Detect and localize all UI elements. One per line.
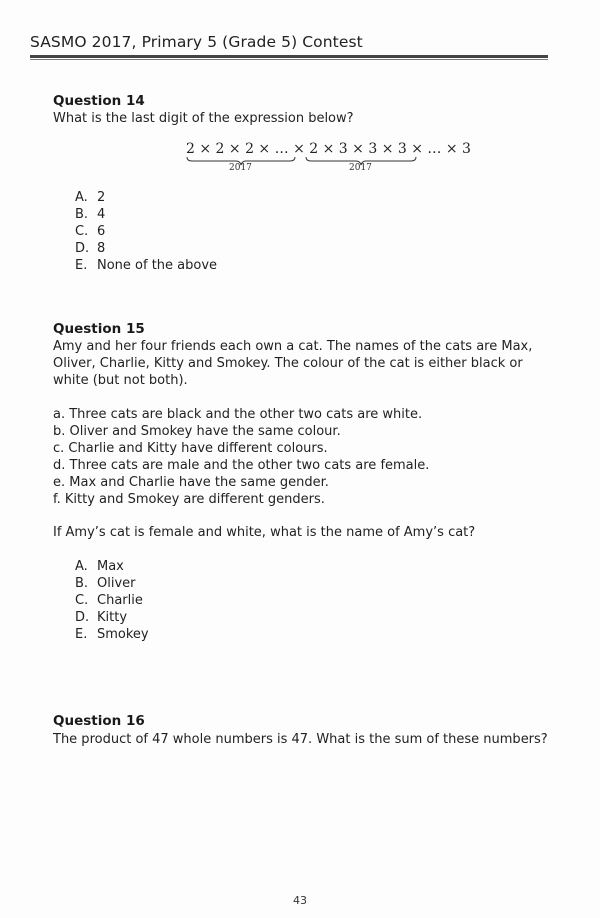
statement-f: f. Kitty and Smokey are different genders. <box>53 492 325 507</box>
option-a[interactable]: A. 2 <box>75 190 106 205</box>
statement-a: a. Three cats are black and the other two cats are white. <box>53 407 423 422</box>
left-count-label: 2017 <box>229 163 252 173</box>
statement-d: d. Three cats are male and the other two cats are female. <box>53 458 430 473</box>
option-b[interactable]: B. 4 <box>75 207 106 222</box>
question-14-heading: Question 14 <box>53 93 145 109</box>
expression-times: × <box>322 141 335 157</box>
option-d[interactable]: D. Kitty <box>75 610 128 625</box>
right-count-label: 2017 <box>349 163 372 173</box>
header-rule <box>30 55 548 58</box>
question-16-heading: Question 16 <box>53 713 145 729</box>
question-14-text: What is the last digit of the expression below? <box>53 111 354 126</box>
question-15-question: If Amy’s cat is female and white, what is the name of Amy’s cat? <box>53 525 476 540</box>
question-15-options <box>75 558 149 643</box>
statement-b: b. Oliver and Smokey have the same colour. <box>53 424 341 439</box>
option-b[interactable]: B. Oliver <box>75 576 136 591</box>
statement-e: e. Max and Charlie have the same gender. <box>53 475 329 490</box>
expression-left: 2 × 2 × 2 × … × 2 <box>186 141 319 157</box>
header-rule-thin <box>30 59 548 60</box>
math-expression <box>186 141 471 157</box>
question-14-options <box>75 189 217 274</box>
page-number: 43 <box>293 894 307 907</box>
expression-right: 3 × 3 × 3 × … × 3 <box>338 141 471 157</box>
question-15-statements <box>53 406 429 508</box>
option-a[interactable]: A. Max <box>75 559 124 574</box>
option-e[interactable]: E. Smokey <box>75 627 149 642</box>
question-15-text <box>53 338 551 389</box>
option-e[interactable]: E. None of the above <box>75 258 218 273</box>
question-15-intro: Amy and her four friends each own a cat. The names of the cats are Max, Oliver, Charlie, Kitty and Smokey. The colour of the cat is either black or white (but not both). <box>53 339 533 388</box>
option-d[interactable]: D. 8 <box>75 241 106 256</box>
question-16-text: The product of 47 whole numbers is 47. What is the sum of these numbers? <box>53 732 548 747</box>
header-title: SASMO 2017, Primary 5 (Grade 5) Contest <box>30 33 363 51</box>
option-c[interactable]: C. Charlie <box>75 593 143 608</box>
question-15-heading: Question 15 <box>53 321 145 337</box>
option-c[interactable]: C. 6 <box>75 224 106 239</box>
statement-c: c. Charlie and Kitty have different colours. <box>53 441 328 456</box>
